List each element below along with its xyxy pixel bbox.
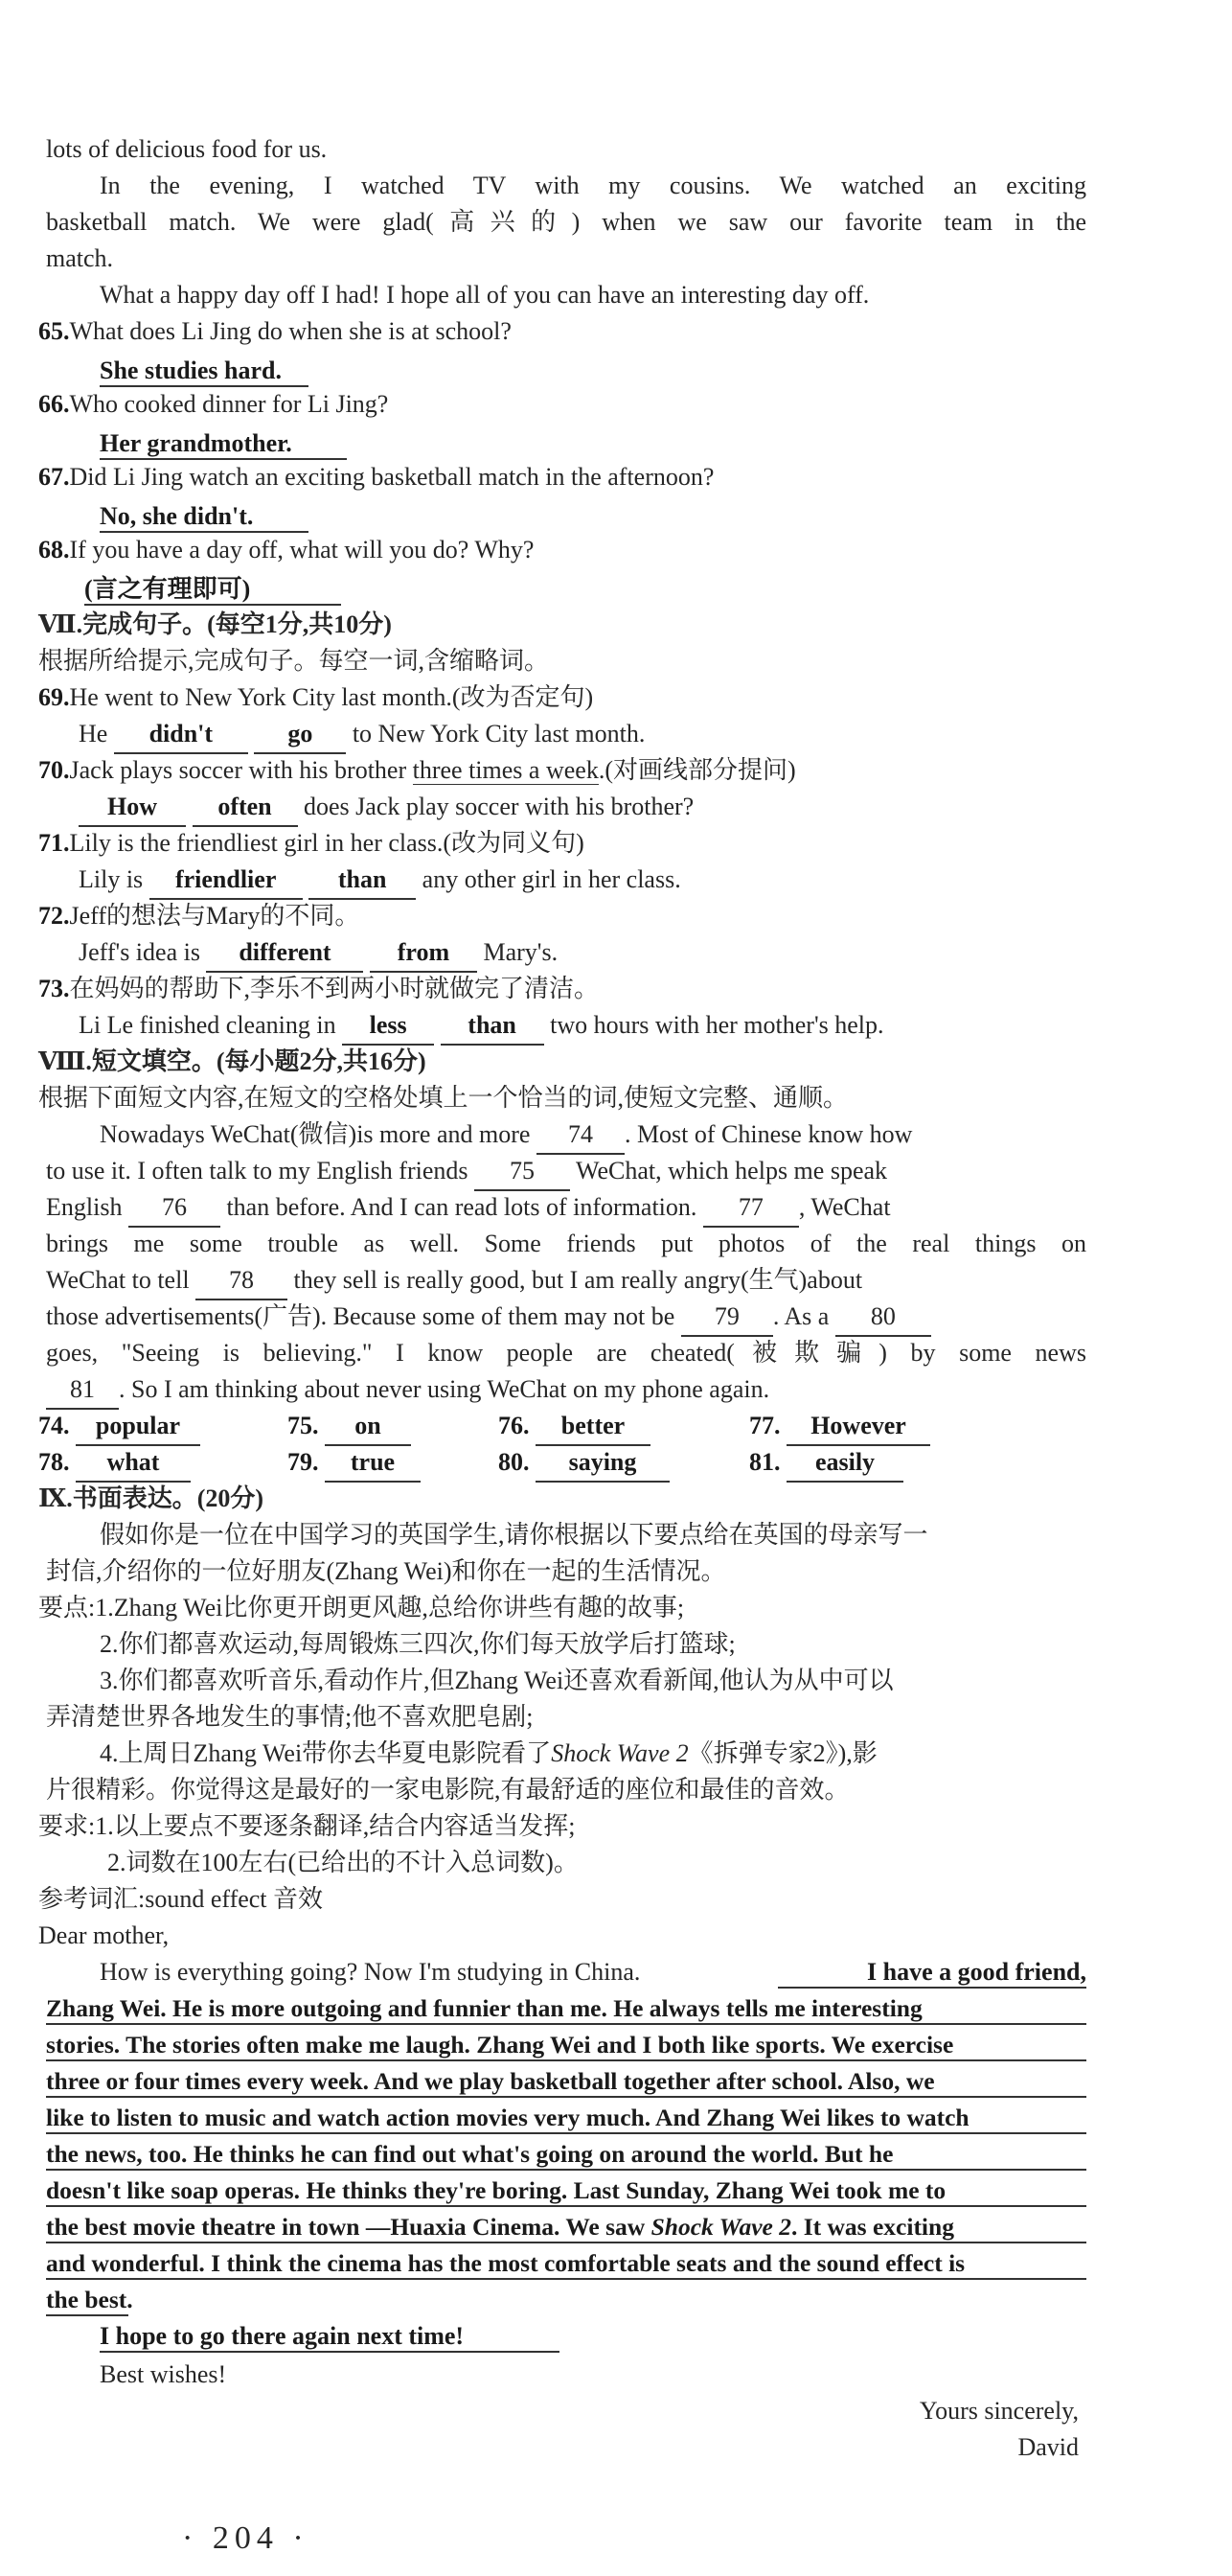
item-73-blank-1: less [342,1007,434,1046]
section-9-title: Ⅸ.书面表达。(20分) [38,1484,264,1512]
letter-sign-1: Yours sincerely, [919,2397,1079,2425]
item-69-sentence: He didn't go to New York City last month. [79,716,645,754]
answer-77: 77. However [749,1408,930,1446]
passage-line-5: WeChat to tell 78 they sell is really good, but I am really angry(生气)about [46,1262,862,1300]
item-72-sentence: Jeff's idea is different from Mary's. [79,934,558,973]
gap-76: 76 [128,1189,220,1228]
item-70-blank-1: How [79,789,186,827]
reading-line-5: What a happy day off I had! I hope all of you can have an interesting day off. [100,281,870,309]
item-71-prompt: 71.Lily is the friendliest girl in her class.(改为同义句) [38,829,584,857]
reading-line-3: basketball match. We were glad(高兴的) when we saw our favorite team in the [46,208,1086,236]
item-73-prompt: 73.在妈妈的帮助下,李乐不到两小时就做完了清洁。 [38,975,600,1002]
passage-line-6: those advertisements(广告). Because some of them may not be 79 . As a 80 [46,1299,931,1337]
gap-77: 77 [703,1189,799,1228]
gap-79: 79 [681,1299,773,1337]
gap-81: 81 [46,1371,119,1410]
letter-opening: How is everything going? Now I'm studying in China. [100,1958,641,1986]
item-71-blank-2: than [308,862,416,900]
passage-line-8: 81 . So I am thinking about never using WeChat on my phone again. [46,1371,769,1410]
letter-salutation: Dear mother, [38,1921,170,1949]
writing-req-1: 要求:1.以上要点不要逐条翻译,结合内容适当发挥; [38,1812,576,1840]
question-66: 66.Who cooked dinner for Li Jing? [38,390,389,418]
writing-point-3: 3.你们都喜欢听音乐,看动作片,但Zhang Wei还喜欢看新闻,他认为从中可以 [100,1667,894,1694]
answer-68: (言之有理即可) [84,575,341,606]
essay-line-9: the best. [46,2286,128,2316]
gap-74: 74 [536,1116,625,1155]
essay-line-3: three or four times every week. And we play basketball together after school. Also, we [46,2067,1086,2098]
question-68: 68.If you have a day off, what will you do? Why? [38,536,535,564]
answer-65: She studies hard. [100,356,308,387]
writing-intro-1: 假如你是一位在中国学习的英国学生,请你根据以下要点给在英国的母亲写一 [100,1521,928,1549]
page-number: · 204 · [182,2520,309,2556]
essay-line-2: stories. The stories often make me laugh. Zhang Wei and I both like sports. We exercise [46,2031,1086,2061]
section-8-title: Ⅷ.短文填空。(每小题2分,共16分) [38,1047,426,1075]
answer-76: 76. better [498,1408,650,1446]
answer-67: No, she didn't. [100,502,308,533]
writing-point-4: 4.上周日Zhang Wei带你去华夏电影院看了Shock Wave 2《拆弹专家2》),影 [100,1739,878,1767]
item-71-blank-1: friendlier [149,862,303,900]
gap-80: 80 [835,1299,931,1337]
essay-line-5: the news, too. He thinks he can find out what's going on around the world. But he [46,2140,1086,2171]
item-69-blank-2: go [254,716,346,754]
passage-line-7: goes, "Seeing is believing." I know people are cheated(被欺骗) by some news [46,1339,1086,1367]
item-72-blank-2: from [370,934,477,973]
item-70-sentence: How often does Jack play soccer with his brother? [79,789,694,827]
essay-line-4: like to listen to music and watch action movies very much. And Zhang Wei likes to watch [46,2104,1086,2134]
writing-vocab: 参考词汇:sound effect 音效 [38,1885,324,1913]
answer-78: 78. what [38,1444,191,1483]
writing-intro-2: 封信,介绍你的一位好朋友(Zhang Wei)和你在一起的生活情况。 [46,1557,726,1585]
letter-sign-2: David [1017,2433,1079,2461]
letter-wishes: Best wishes! [100,2360,227,2388]
essay-line-8: and wonderful. I think the cinema has the most comfortable seats and the sound effect is [46,2249,1086,2280]
reading-line-1: lots of delicious food for us. [46,135,328,163]
answer-79: 79. true [287,1444,421,1483]
passage-line-4: brings me some trouble as well. Some friends put photos of the real things on [46,1230,1086,1257]
answer-81: 81. easily [749,1444,903,1483]
essay-line-0: I have a good friend, [778,1958,1086,1989]
item-70-prompt: 70.Jack plays soccer with his brother three times a week.(对画线部分提问) [38,756,796,784]
section-7-instruction: 根据所给提示,完成句子。每空一词,含缩略词。 [38,647,550,675]
passage-line-3: English 76 than before. And I can read lots of information. 77 , WeChat [46,1189,891,1228]
passage-line-2: to use it. I often talk to my English friends 75 WeChat, which helps me speak [46,1153,887,1191]
answer-80: 80. saying [498,1444,670,1483]
section-7-title: Ⅶ.完成句子。(每空1分,共10分) [38,610,392,638]
item-72-prompt: 72.Jeff的想法与Mary的不同。 [38,902,360,930]
answer-74: 74. popular [38,1408,200,1446]
writing-req-2: 2.词数在100左右(已给出的不计入总词数)。 [107,1849,579,1876]
item-73-sentence: Li Le finished cleaning in less than two hours with her mother's help. [79,1007,884,1046]
letter-closing: I hope to go there again next time! [100,2322,559,2353]
item-70-blank-2: often [193,789,298,827]
item-71-sentence: Lily is friendlier than any other girl in her class. [79,862,681,900]
gap-78: 78 [195,1262,287,1300]
writing-point-4b: 片很精彩。你觉得这是最好的一家电影院,有最舒适的座位和最佳的音效。 [46,1776,850,1804]
essay-line-7: the best movie theatre in town —Huaxia Cinema. We saw Shock Wave 2. It was exciting [46,2213,1086,2243]
writing-point-1: 要点:1.Zhang Wei比你更开朗更风趣,总给你讲些有趣的故事; [38,1594,685,1622]
section-8-instruction: 根据下面短文内容,在短文的空格处填上一个恰当的词,使短文完整、通顺。 [38,1084,849,1112]
essay-line-6: doesn't like soap operas. He thinks they're boring. Last Sunday, Zhang Wei took me to [46,2176,1086,2207]
reading-line-2: In the evening, I watched TV with my cousins. We watched an exciting [100,172,1086,199]
writing-point-2: 2.你们都喜欢运动,每周锻炼三四次,你们每天放学后打篮球; [100,1630,736,1658]
answer-66: Her grandmother. [100,429,347,460]
question-65: 65.What does Li Jing do when she is at school? [38,317,512,345]
passage-line-1: Nowadays WeChat(微信)is more and more 74 . Most of Chinese know how [100,1116,912,1155]
essay-line-1: Zhang Wei. He is more outgoing and funnier than me. He always tells me interesting [46,1994,1086,2025]
item-73-blank-2: than [441,1007,544,1046]
reading-line-4: match. [46,244,114,272]
item-69-prompt: 69.He went to New York City last month.(改为否定句) [38,683,594,711]
item-69-blank-1: didn't [114,716,248,754]
item-72-blank-1: different [206,934,363,973]
writing-point-3b: 弄清楚世界各地发生的事情;他不喜欢肥皂剧; [46,1703,534,1731]
question-67: 67.Did Li Jing watch an exciting basketball match in the afternoon? [38,463,715,491]
answer-75: 75. on [287,1408,411,1446]
gap-75: 75 [474,1153,570,1191]
